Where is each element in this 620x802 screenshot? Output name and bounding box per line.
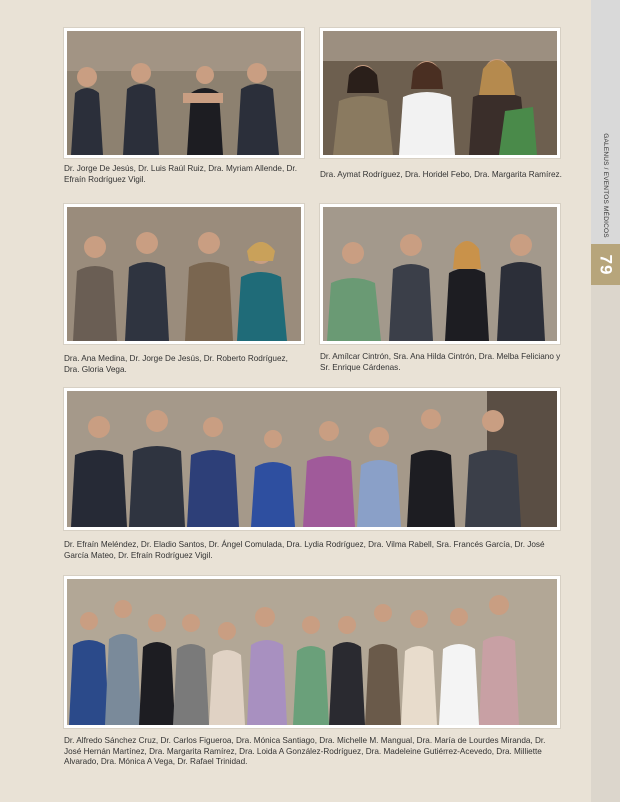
photo-3: [64, 204, 304, 344]
photo-5: [64, 388, 560, 530]
photo-5-caption: Dr. Efraín Meléndez, Dr. Eladio Santos, Dr. Ángel Comulada, Dra. Lydia Rodríguez, Dra. Vilma Rabell, Sra. Francés García, Dr. José García Mateo, Dr. Efraín Rodríguez Vigil.: [64, 540, 545, 560]
section-label-wrapper: [591, 130, 620, 240]
photo-1: [64, 28, 304, 158]
photo-5-image: [67, 391, 557, 527]
photo-3-image: [67, 207, 301, 341]
section-label: GALENUS / EVENTOS MÉDICOS: [602, 132, 610, 238]
photo-1-caption: Dr. Jorge De Jesús, Dr. Luis Raúl Ruiz, Dra. Myriam Allende, Dr. Efraín Rodríguez Vigil.: [64, 164, 297, 184]
photo-2: [320, 28, 560, 158]
side-tab: [591, 0, 620, 802]
photo-2-image: [323, 31, 557, 155]
photo-1-image: [67, 31, 301, 155]
photo-6-caption: Dr. Alfredo Sánchez Cruz, Dr. Carlos Figueroa, Dra. Mónica Santiago, Dra. Michelle M. Mangual, Dra. María de Lourdes Miranda, Dr. José Hernán Martínez, Dra. Margarita Ramírez, Dra. Loida A González-Rodríguez, Dra. Madeleine Gutiérrez-Acevedo, Dra. Milliette Alvarado, Dra. Mónica A Vega, Dr. Rafael Trinidad.: [64, 736, 546, 766]
page-number-badge: [591, 244, 620, 285]
photo-6: [64, 576, 560, 728]
photo-3-caption: Dra. Ana Medina, Dr. Jorge De Jesús, Dr. Roberto Rodríguez, Dra. Gloria Vega.: [64, 354, 288, 374]
photo-6-image: [67, 579, 557, 725]
photo-2-caption: Dra. Aymat Rodríguez, Dra. Horidel Febo, Dra. Margarita Ramírez.: [320, 170, 562, 179]
photo-4-caption: Dr. Amílcar Cintrón, Sra. Ana Hilda Cintrón, Dra. Melba Feliciano y Sr. Enrique Cárdenas.: [320, 352, 561, 372]
photo-4: [320, 204, 560, 344]
page-number: 79: [596, 254, 616, 275]
photo-4-image: [323, 207, 557, 341]
